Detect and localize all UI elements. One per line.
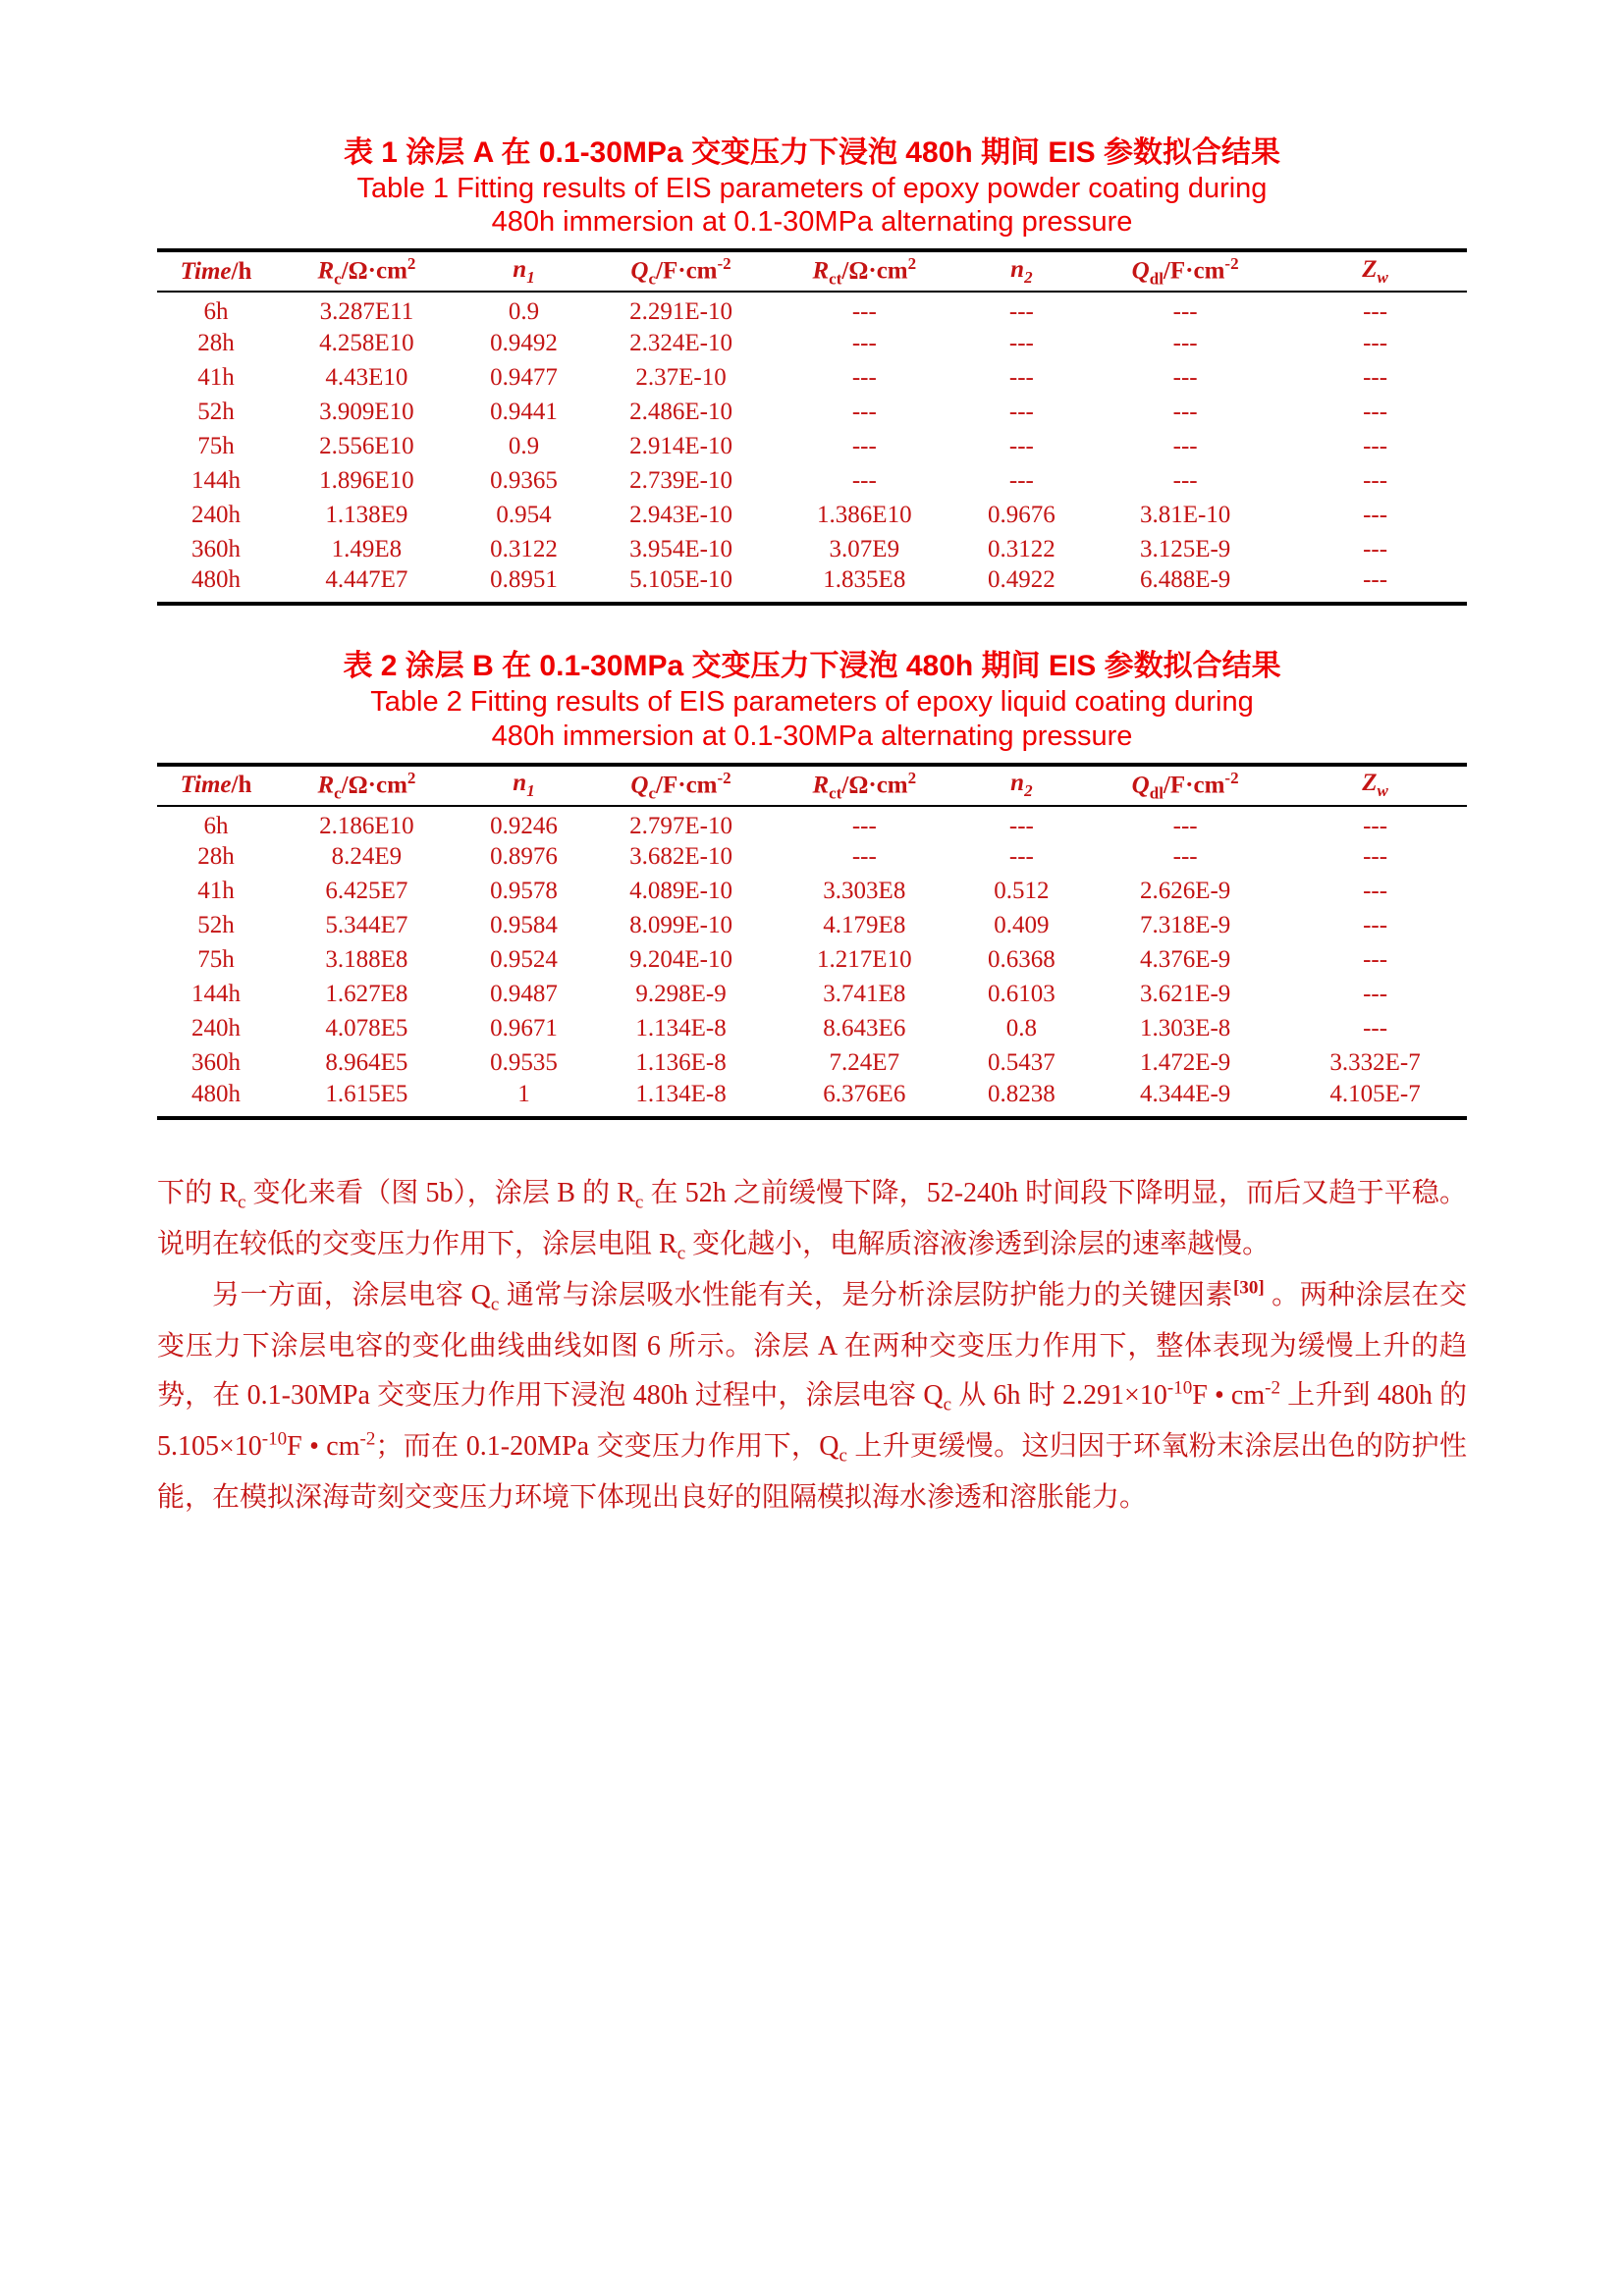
text-segment: 通常与涂层吸水性能有关，是分析涂层防护能力的关键因素 (499, 1279, 1233, 1310)
table-cell: 360h (191, 1049, 242, 1077)
table-cell: 0.8951 (490, 566, 558, 594)
table-cell: --- (1172, 843, 1198, 871)
column-header (157, 250, 275, 292)
table-cell: 52h (197, 398, 235, 425)
table-cell: --- (1363, 298, 1388, 326)
table-cell: 0.3122 (988, 535, 1056, 562)
table-cell: 4.078E5 (325, 1015, 408, 1042)
column-header (459, 765, 589, 806)
table-cell: 0.9676 (988, 501, 1056, 528)
text-segment: Z (1362, 770, 1378, 797)
table-cell: 75h (197, 946, 235, 974)
table-cell: 7.24E7 (829, 1049, 900, 1077)
table-cell: --- (1008, 298, 1034, 326)
table-cell: 3.07E9 (829, 535, 900, 562)
table-cell: 1 (517, 1080, 530, 1107)
table-cell: --- (1363, 812, 1388, 839)
superscript-text: 2 (406, 254, 416, 274)
table-cell: --- (1172, 298, 1198, 326)
table-cell: --- (851, 298, 877, 326)
table-cell: 0.4922 (988, 566, 1056, 594)
table-cell: 9.298E-9 (635, 981, 727, 1008)
table-cell: 6.488E-9 (1139, 566, 1231, 594)
table-cell: 240h (191, 501, 242, 528)
table-cell: 3.287E11 (319, 298, 414, 326)
table-cell: --- (1172, 363, 1198, 391)
subscript-text: c (839, 1445, 847, 1467)
table-row (157, 875, 1467, 909)
table-cell: --- (1363, 432, 1388, 459)
table-cell: --- (851, 812, 877, 839)
table-cell: --- (1008, 812, 1034, 839)
table-cell: 0.9441 (490, 398, 558, 425)
text-segment: n (1010, 770, 1025, 797)
table1-title-english-line2: 480h immersion at 0.1-30MPa alternating pressure (491, 206, 1133, 239)
table-row (157, 326, 1467, 360)
table-cell: 1.627E8 (325, 981, 408, 1008)
text-segment: /Ω·cm (841, 772, 908, 799)
table-row (157, 1046, 1467, 1081)
table-cell: 8.643E6 (823, 1015, 906, 1042)
table-cell: 2.486E-10 (629, 398, 732, 425)
table-cell: 8.099E-10 (629, 912, 732, 939)
superscript-text: -10 (261, 1428, 288, 1450)
table-cell: 0.9535 (490, 1049, 558, 1077)
table-cell: 0.8976 (490, 843, 558, 871)
table-cell: 3.125E-9 (1139, 535, 1231, 562)
table-cell: 0.3122 (490, 535, 558, 562)
table-cell: 2.739E-10 (629, 466, 732, 494)
table-cell: 0.8238 (988, 1080, 1056, 1107)
table-cell: 360h (191, 535, 242, 562)
text-segment: 。两种涂层在交变压力下涂层电容的变化曲线曲线如图 6 所示。涂层 A 在两种交变压力作用下，整体表现为缓慢上升的趋势，在 0.1-30MPa 交变压力作用下浸泡 480h 过程中，涂层电容 Q (157, 1279, 1467, 1411)
text-segment: F • cm (1192, 1379, 1266, 1411)
table-cell: 1.303E-8 (1139, 1015, 1231, 1042)
subscript-text: dl (1149, 269, 1164, 289)
column-header (773, 765, 956, 806)
table-cell: 0.954 (496, 501, 552, 528)
table-cell: --- (1363, 566, 1388, 594)
table-cell: --- (1363, 946, 1388, 974)
eis-parameters-table-coating-b (157, 763, 1467, 1120)
table-cell: 4.447E7 (325, 566, 408, 594)
subscript-text: c (490, 1294, 500, 1315)
text-segment: /h (231, 772, 252, 799)
table-cell: --- (1363, 1015, 1388, 1042)
table1-title-chinese: 表 1 涂层 A 在 0.1-30MPa 交变压力下浸泡 480h 期间 EIS 参数拟合结果 (343, 136, 1281, 169)
table-cell: 0.6368 (988, 946, 1056, 974)
superscript-text: -2 (717, 254, 731, 274)
superscript-text: [30] (1232, 1277, 1265, 1299)
table-cell: 0.9477 (490, 363, 558, 391)
body-paragraphs (157, 1169, 1467, 1522)
table-cell: --- (1363, 329, 1388, 356)
table-cell: --- (1363, 843, 1388, 871)
column-header (773, 250, 956, 292)
table-cell: 5.105E-10 (629, 566, 732, 594)
table-cell: 4.089E-10 (629, 878, 732, 905)
text-segment: /F·cm (656, 772, 718, 799)
text-segment: 变化来看（图 5b），涂层 B 的 R (245, 1177, 635, 1208)
column-header (956, 250, 1087, 292)
subscript-text: c (238, 1192, 246, 1213)
table1-title-english-line1: Table 1 Fitting results of EIS parameters of epoxy powder coating during (356, 173, 1268, 204)
column-header (157, 765, 275, 806)
table-cell: 4.179E8 (823, 912, 906, 939)
subscript-text: w (1377, 781, 1388, 801)
text-segment: /F·cm (1163, 257, 1225, 285)
table-cell: 7.318E-9 (1139, 912, 1231, 939)
table-cell: 2.797E-10 (629, 812, 732, 839)
table-cell: 240h (191, 1015, 242, 1042)
table-cell: 0.9365 (490, 466, 558, 494)
table-cell: 2.37E-10 (635, 363, 727, 391)
table-cell: 4.344E-9 (1139, 1080, 1231, 1107)
table2-section (157, 647, 1467, 1119)
table-cell: --- (1363, 912, 1388, 939)
table-cell: 1.138E9 (325, 501, 408, 528)
text-segment: 上升更缓慢。这归因于环氧粉末涂层出色的防护性能，在模拟深海苛刻交变压力环境下体现出良好的阻隔模拟海水渗透和溶胀能力。 (157, 1430, 1467, 1513)
table-cell: 2.186E10 (319, 812, 414, 839)
table-cell: 1.217E10 (817, 946, 912, 974)
text-segment: /Ω·cm (341, 772, 407, 799)
superscript-text: 2 (907, 768, 917, 787)
column-header (1283, 250, 1467, 292)
table-cell: 144h (191, 466, 242, 494)
text-segment: n (513, 770, 527, 797)
text-segment: 在 52h 之前缓慢下降，52-240h 时间段下降明显，而后又趋于平稳。说明在较低的交变压力作用下，涂层电阻 R (157, 1177, 1467, 1259)
table-cell: 41h (197, 878, 235, 905)
table-cell: 3.621E-9 (1139, 981, 1231, 1008)
table-cell: 480h (191, 566, 242, 594)
text-segment: n (513, 255, 527, 283)
table-header-row (157, 765, 1467, 806)
text-segment: Z (1362, 255, 1378, 283)
table-cell: 0.9 (508, 298, 540, 326)
table-cell: 6h (203, 298, 229, 326)
table-cell: 480h (191, 1080, 242, 1107)
table-cell: --- (1363, 398, 1388, 425)
text-segment: Q (1131, 257, 1150, 285)
text-segment: F • cm (287, 1430, 360, 1462)
table-cell: 0.5437 (988, 1049, 1056, 1077)
subscript-text: 1 (526, 267, 535, 287)
superscript-text: -10 (1166, 1377, 1193, 1399)
table-cell: 5.344E7 (325, 912, 408, 939)
table2-title-english-line2: 480h immersion at 0.1-30MPa alternating pressure (491, 720, 1133, 752)
table-cell: 3.682E-10 (629, 843, 732, 871)
table-cell: --- (1363, 878, 1388, 905)
table-row (157, 498, 1467, 532)
table-cell: 2.626E-9 (1139, 878, 1231, 905)
table-row (157, 429, 1467, 463)
subscript-text: w (1377, 267, 1388, 287)
table-cell: 1.136E-8 (635, 1049, 727, 1077)
text-segment: /Ω·cm (341, 257, 407, 285)
table-cell: 1.615E5 (325, 1080, 408, 1107)
table-cell: 3.741E8 (823, 981, 906, 1008)
table-row (157, 292, 1467, 326)
table-cell: --- (851, 466, 877, 494)
table-cell: --- (1363, 501, 1388, 528)
table-cell: 1.835E8 (823, 566, 906, 594)
column-header (1087, 765, 1283, 806)
table-cell: 2.943E-10 (629, 501, 732, 528)
text-segment: /F·cm (1163, 772, 1225, 799)
table-cell: 3.954E-10 (629, 535, 732, 562)
table-cell: 4.258E10 (319, 329, 414, 356)
table-cell: --- (851, 363, 877, 391)
table-cell: 41h (197, 363, 235, 391)
text-segment: ；而在 0.1-20MPa 交变压力作用下，Q (375, 1430, 839, 1462)
text-segment: Time (180, 772, 232, 799)
table-cell: --- (1008, 466, 1034, 494)
text-segment: 另一方面，涂层电容 Q (212, 1279, 491, 1310)
table-cell: --- (1363, 535, 1388, 562)
subscript-text: c (677, 1243, 686, 1264)
table-cell: --- (1008, 398, 1034, 425)
table-cell: 1.49E8 (331, 535, 403, 562)
table-cell: 8.24E9 (331, 843, 403, 871)
column-header (275, 765, 459, 806)
table-cell: 2.556E10 (319, 432, 414, 459)
table-cell: 4.376E-9 (1139, 946, 1231, 974)
subscript-text: c (648, 269, 657, 289)
text-segment: 从 6h 时 2.291×10 (951, 1379, 1167, 1411)
table-cell: 3.909E10 (319, 398, 414, 425)
column-header (589, 250, 773, 292)
table-cell: 0.512 (994, 878, 1050, 905)
subscript-text: c (648, 783, 657, 803)
table-cell: --- (1172, 812, 1198, 839)
text-segment: /h (231, 257, 252, 285)
superscript-text: -2 (1224, 254, 1239, 274)
table2-title-english-line1: Table 2 Fitting results of EIS parameters of epoxy liquid coating during (370, 686, 1254, 719)
table-cell: 0.9578 (490, 878, 558, 905)
table-cell: 3.303E8 (823, 878, 906, 905)
table-cell: 3.81E-10 (1139, 501, 1231, 528)
table-cell: --- (1008, 432, 1034, 459)
table-row (157, 909, 1467, 943)
table2-title-chinese: 表 2 涂层 B 在 0.1-30MPa 交变压力下浸泡 480h 期间 EIS 参数拟合结果 (343, 650, 1281, 683)
column-header (459, 250, 589, 292)
table-cell: 4.105E-7 (1329, 1080, 1421, 1107)
table-cell: 6.376E6 (823, 1080, 906, 1107)
table-row (157, 978, 1467, 1012)
table-cell: 8.964E5 (325, 1049, 408, 1077)
table-cell: --- (851, 329, 877, 356)
text-segment: 变化越小，电解质溶液渗透到涂层的速率越慢。 (685, 1228, 1271, 1259)
text-segment: 上升到 480h 的 5.105×10 (157, 1379, 1467, 1462)
table-row (157, 943, 1467, 978)
table-cell: 75h (197, 432, 235, 459)
column-header (956, 765, 1087, 806)
table-row (157, 566, 1467, 604)
paragraph (157, 1169, 1467, 1271)
table-row (157, 463, 1467, 498)
table1-section (157, 133, 1467, 606)
text-segment: Q (630, 257, 649, 285)
subscript-text: ct (829, 783, 842, 803)
superscript-text: 2 (406, 768, 416, 787)
text-segment: R (812, 257, 830, 285)
table-cell: 4.43E10 (325, 363, 408, 391)
text-segment: R (317, 257, 335, 285)
table-cell: 0.9487 (490, 981, 558, 1008)
table-cell: 28h (197, 843, 235, 871)
subscript-text: c (334, 269, 342, 289)
table-cell: 144h (191, 981, 242, 1008)
text-segment: Q (1131, 772, 1150, 799)
table-cell: 0.9524 (490, 946, 558, 974)
column-header (589, 765, 773, 806)
table-cell: 28h (197, 329, 235, 356)
subscript-text: c (943, 1394, 952, 1415)
subscript-text: c (634, 1192, 644, 1213)
table-cell: 3.332E-7 (1329, 1049, 1421, 1077)
text-segment: /Ω·cm (841, 257, 908, 285)
eis-parameters-table-coating-a (157, 248, 1467, 606)
subscript-text: 2 (1024, 781, 1033, 801)
text-segment: /F·cm (656, 257, 718, 285)
column-header (1087, 250, 1283, 292)
table-cell: --- (1363, 466, 1388, 494)
table-cell: 6h (203, 812, 229, 839)
table-cell: 52h (197, 912, 235, 939)
table-cell: --- (851, 843, 877, 871)
table-cell: 0.9246 (490, 812, 558, 839)
table-cell: 9.204E-10 (629, 946, 732, 974)
table-cell: 3.188E8 (325, 946, 408, 974)
table-row (157, 395, 1467, 429)
column-header (275, 250, 459, 292)
superscript-text: 2 (907, 254, 917, 274)
table-cell: --- (1172, 398, 1198, 425)
text-segment: R (812, 772, 830, 799)
table-cell: 2.914E-10 (629, 432, 732, 459)
table-cell: --- (1008, 843, 1034, 871)
table-cell: --- (1363, 363, 1388, 391)
subscript-text: dl (1149, 783, 1164, 803)
table-cell: --- (1172, 466, 1198, 494)
table-cell: 0.9492 (490, 329, 558, 356)
subscript-text: 2 (1024, 267, 1033, 287)
table-cell: --- (1008, 363, 1034, 391)
table-cell: --- (1008, 329, 1034, 356)
table-cell: 1.896E10 (319, 466, 414, 494)
text-segment: R (317, 772, 335, 799)
table-cell: 1.134E-8 (635, 1015, 727, 1042)
text-segment: 下的 R (157, 1177, 239, 1208)
column-header (1283, 765, 1467, 806)
table-cell: 1.472E-9 (1139, 1049, 1231, 1077)
table-cell: 0.9584 (490, 912, 558, 939)
paragraph (157, 1271, 1467, 1522)
table-cell: 6.425E7 (325, 878, 408, 905)
text-segment: Time (180, 257, 232, 285)
table-cell: --- (1363, 981, 1388, 1008)
subscript-text: ct (829, 269, 842, 289)
table-row (157, 1012, 1467, 1046)
table-cell: 1.386E10 (817, 501, 912, 528)
superscript-text: -2 (1224, 768, 1239, 787)
text-segment: n (1010, 255, 1025, 283)
text-segment: Q (630, 772, 649, 799)
table-cell: --- (1172, 329, 1198, 356)
table-cell: 0.9 (508, 432, 540, 459)
table-cell: 2.324E-10 (629, 329, 732, 356)
table-cell: 0.6103 (988, 981, 1056, 1008)
table-cell: --- (851, 432, 877, 459)
subscript-text: c (334, 783, 342, 803)
table-row (157, 532, 1467, 566)
table-cell: --- (1172, 432, 1198, 459)
table-header-row (157, 250, 1467, 292)
subscript-text: 1 (526, 781, 535, 801)
superscript-text: -2 (1265, 1377, 1280, 1399)
table-cell: 0.9671 (490, 1015, 558, 1042)
superscript-text: -2 (359, 1428, 376, 1450)
table-row (157, 840, 1467, 875)
table-row (157, 360, 1467, 395)
table-cell: 2.291E-10 (629, 298, 732, 326)
table-row (157, 1081, 1467, 1118)
table-cell: --- (851, 398, 877, 425)
table-cell: 0.8 (1005, 1015, 1037, 1042)
table-row (157, 806, 1467, 840)
table-cell: 0.409 (994, 912, 1050, 939)
table-cell: 1.134E-8 (635, 1080, 727, 1107)
superscript-text: -2 (717, 768, 731, 787)
